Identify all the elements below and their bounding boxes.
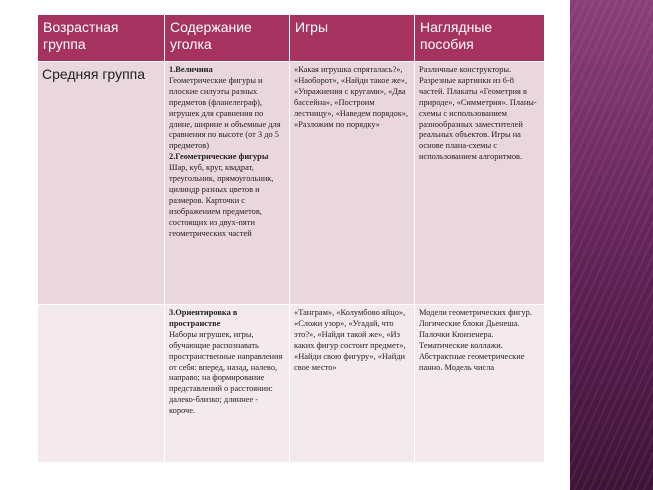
header-age-group: Возрастная группа	[38, 15, 165, 62]
content-title: 1.Величина	[169, 65, 213, 74]
table-row	[38, 305, 545, 463]
header-visual-aids: Наглядные пособия	[415, 15, 545, 62]
methodical-table	[37, 14, 545, 463]
header-row	[38, 15, 545, 62]
header-games: Игры	[290, 15, 415, 62]
games-cell: «Какая игрушка спряталась?», «Наоборот», «Найди такое же», «Упражнения с кругами», «Два бассейна», «Построим лестницу», «Наведем порядок», «Разложим по порядку»	[290, 62, 415, 305]
content-text: Наборы игрушек, игры, обучающие распознавать пространственные направления от себя: вперед, назад, налево, направо; на формирование представлений о расстоянии: далеко-близко; длиннее - короче.	[169, 329, 283, 416]
decorative-side-panel	[570, 0, 653, 490]
corner-content-cell	[165, 305, 290, 463]
age-group-cell	[38, 305, 165, 463]
visual-aids-cell: Модели геометрических фигур. Логические блоки Дьенеша. Палочки Кюизенера. Тематические коллажи. Абстрактные геометрические панно. Модель числа	[415, 305, 545, 463]
games-cell: «Танграм», «Колумбово яйцо», «Сложи узор», «Угадай, что это?», «Найди такой же», «Из каких фигур состоит предмет», «Найди свою фигуру», «Найди свое место»	[290, 305, 415, 463]
visual-aids-cell: Различные конструкторы. Разрезные картинки из 6-8 частей. Плакаты «Геометрия в природе», «Симметрия». Планы-схемы с использованием разнообразных заместителей реальных объектов. Игры на основе плана-схемы с использованием алгоритмов.	[415, 62, 545, 305]
table-row	[38, 62, 545, 305]
age-group-cell: Средняя группа	[38, 62, 165, 305]
header-corner-content: Содержание уголка	[165, 15, 290, 62]
content-title: 2.Геометрические фигуры	[169, 152, 269, 162]
content-title: 3.Ориентировка в пространстве	[169, 308, 238, 328]
corner-content-cell	[165, 62, 290, 305]
content-text: Шар, куб, круг, квадрат, треугольник, прямоугольник, цилиндр разных цветов и размеров. Карточки с изображением предметов, состоящих из двух-пяти геометрических частей	[169, 163, 274, 238]
content-text: Геометрические фигуры и плоские силуэты разных предметов (фланелеграф), игрушек для сравнения по длине, ширине и объемные для сравнения по высоте (от 3 до 5 предметов)	[169, 75, 281, 151]
